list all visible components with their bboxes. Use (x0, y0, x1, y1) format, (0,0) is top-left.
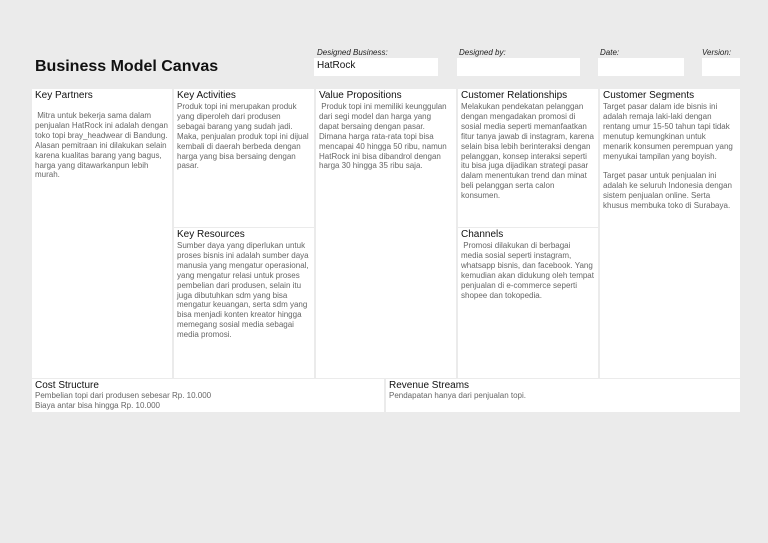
designed-business-label: Designed Business: (317, 48, 388, 57)
key-activities-text: Produk topi ini merupakan produk yang diperoleh dari produsen sebagai barang yang sudah jadi. Maka, penjualan produk topi ini dijual kembali di daerah berbeda dengan harga yang bisa bersaing dengan pasar. (177, 102, 309, 171)
version-field[interactable] (702, 58, 740, 76)
key-activities-block (174, 89, 314, 227)
key-partners-title: Key Partners (35, 90, 93, 101)
channels-title: Channels (461, 229, 504, 240)
key-activities-title: Key Activities (177, 90, 236, 101)
channels-text: Promosi dilakukan di berbagai media sosial seperti instagram, whatsapp bisnis, dan facebook. Yang kemudian akan didukung oleh tempat penjualan di e-commerce seperti shopee dan tokopedia. (461, 241, 597, 300)
customer-segments-block (600, 89, 740, 378)
customer-relationships-block (458, 89, 598, 227)
customer-segments-title: Customer Segments (603, 90, 695, 101)
revenue-streams-text: Pendapatan hanya dari penjualan topi. (389, 391, 526, 400)
customer-relationships-title: Customer Relationships (461, 90, 568, 101)
page-title: Business Model Canvas (35, 58, 219, 75)
value-propositions-title: Value Propositions (319, 90, 402, 101)
cost-structure-text: Pembelian topi dari produsen sebesar Rp. 10.000 Biaya antar bisa hingga Rp. 10.000 (35, 391, 212, 410)
revenue-streams-block (386, 379, 740, 412)
key-resources-text: Sumber daya yang diperlukan untuk proses bisnis ini adalah sumber daya manusia yang mengatur operasional, yang mengatur relasi untuk proses pembelian dari produsen, selain itu juga dibutuhkan sdm yang bisa mengatur keuangan, serta sdm yang bisa menjadi konten kreator hingga memegang sosial media sebagai media promosi. (177, 241, 311, 340)
date-label: Date: (600, 48, 620, 57)
channels-block (458, 228, 598, 378)
designed-by-field[interactable] (457, 58, 580, 76)
designed-by-label: Designed by: (459, 48, 506, 57)
date-field[interactable] (598, 58, 684, 76)
key-partners-block (32, 89, 172, 378)
revenue-streams-title: Revenue Streams (389, 380, 470, 391)
value-propositions-text: Produk topi ini memiliki keunggulan dari segi model dan harga yang dapat bersaing dengan pasar. Dimana harga rata-rata topi bisa mencapai 40 hingga 50 ribu, namun HatRock ini bisa dibandrol dengan harga 30 hingga 35 ribu saja. (319, 102, 449, 171)
key-partners-text: Mitra untuk bekerja sama dalam penjualan HatRock ini adalah dengan toko topi bray_headwear di Bandung. Alasan pemitraan ini dilakukan selain karena kualitas barang yang bagus, harga yang ditawarkanpun lebih murah. (35, 111, 171, 180)
key-resources-title: Key Resources (177, 229, 245, 240)
key-resources-block (174, 228, 314, 378)
value-propositions-block (316, 89, 456, 378)
cost-structure-title: Cost Structure (35, 380, 99, 391)
customer-segments-text: Target pasar dalam ide bisnis ini adalah remaja laki-laki dengan rentang umur 15-50 tahun tapi tidak menutup kemungkinan untuk menarik konsumen perempuan yang menyukai tampilan yang boyish. Target pasar untuk penjualan ini adalah ke seluruh Indonesia dengan sistem penjualan online. Serta khusus membuka toko di Surabaya. (603, 102, 733, 211)
customer-relationships-text: Melakukan pendekatan pelanggan dengan mengadakan promosi di sosial media seperti memanfaatkan fitur tanya jawab di instagram, karena selain bisa lebih berinteraksi dengan pelanggan, konsep interaksi seperti itu bisa juga dijadikan strategi pasar dalam menentukan trend dan minat beli pelanggan serta calon konsumen. (461, 102, 597, 201)
version-label: Version: (702, 48, 732, 57)
designed-business-field[interactable]: HatRock (314, 58, 438, 76)
cost-structure-block (32, 379, 384, 412)
